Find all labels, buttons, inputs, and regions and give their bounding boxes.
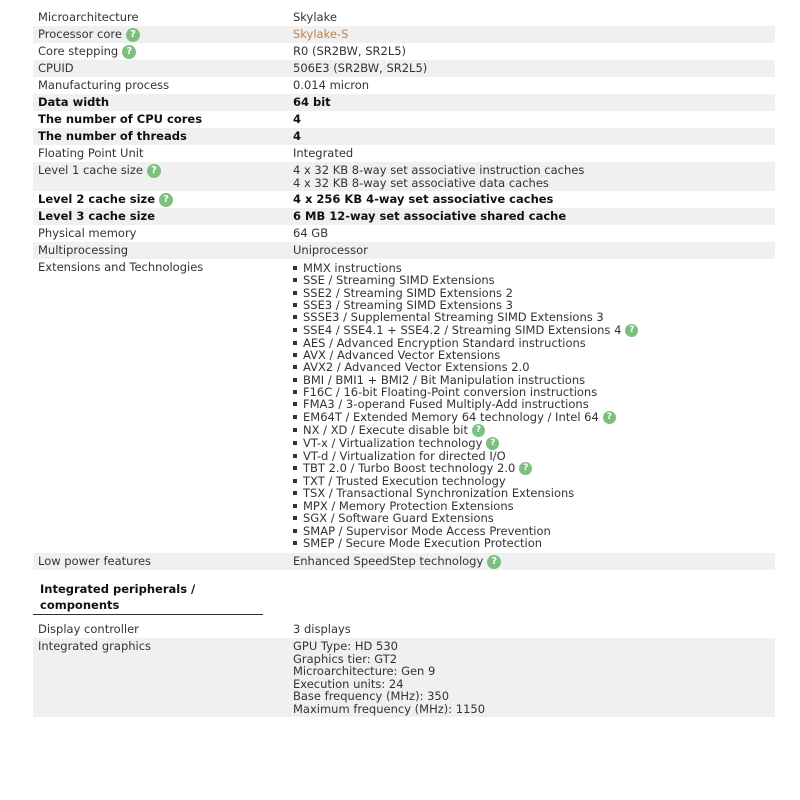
spec-row-l1-cache xyxy=(33,162,775,191)
spec-value: 6 MB 12-way set associative shared cache xyxy=(293,209,567,223)
spec-row-processor-core xyxy=(33,26,775,43)
help-icon[interactable]: ? xyxy=(147,164,161,178)
spec-row-extensions xyxy=(33,259,775,553)
value-line: GPU Type: HD 530 xyxy=(293,639,398,654)
help-icon[interactable]: ? xyxy=(519,462,532,475)
spec-value: 4 x 256 KB 4-way set associative caches xyxy=(293,192,554,206)
list-item: SMAP / Supervisor Mode Access Prevention xyxy=(293,525,775,537)
spec-value: 0.014 micron xyxy=(293,78,370,92)
list-item: BMI / BMI1 + BMI2 / Bit Manipulation instructions xyxy=(293,374,775,386)
spec-row-low-power xyxy=(33,553,775,570)
spec-row-display-controller xyxy=(33,621,775,638)
spec-label: The number of CPU cores xyxy=(38,112,203,126)
section-title: Integrated peripherals / components xyxy=(33,581,263,615)
spec-row-microarchitecture xyxy=(33,9,775,26)
list-item: MMX instructions xyxy=(293,262,775,274)
spec-row-integrated-graphics xyxy=(33,638,775,717)
list-item: AES / Advanced Encryption Standard instructions xyxy=(293,337,775,349)
spec-value: Uniprocessor xyxy=(293,243,368,257)
spec-label: Manufacturing process xyxy=(38,78,170,92)
spec-row-multiprocessing xyxy=(33,242,775,259)
list-item: MPX / Memory Protection Extensions xyxy=(293,500,775,512)
list-item: SSE2 / Streaming SIMD Extensions 2 xyxy=(293,287,775,299)
list-item: F16C / 16-bit Floating-Point conversion instructions xyxy=(293,386,775,398)
value-line: Graphics tier: GT2 xyxy=(293,651,398,666)
spec-label: Level 2 cache size xyxy=(38,192,156,206)
spec-label: Extensions and Technologies xyxy=(38,260,204,274)
spec-row-core-stepping xyxy=(33,43,775,60)
spec-value: 4 xyxy=(293,129,302,143)
spec-row-physical-memory xyxy=(33,225,775,242)
list-item: AVX2 / Advanced Vector Extensions 2.0 xyxy=(293,361,775,373)
value-line: 4 x 32 KB 8-way set associative data caches xyxy=(293,175,549,190)
spec-value: R0 (SR2BW, SR2L5) xyxy=(293,44,407,58)
spec-value xyxy=(293,638,775,717)
spec-value: Integrated xyxy=(293,146,354,160)
list-item: TSX / Transactional Synchronization Extensions xyxy=(293,487,775,499)
list-item: VT-d / Virtualization for directed I/O xyxy=(293,450,775,462)
processor-core-link[interactable]: Skylake-S xyxy=(293,27,349,41)
list-item: SSE4 / SSE4.1 + SSE4.2 / Streaming SIMD Extensions 4 ? xyxy=(293,324,775,337)
list-item: NX / XD / Execute disable bit ? xyxy=(293,424,775,437)
spec-value: Skylake xyxy=(293,10,337,24)
list-item: FMA3 / 3-operand Fused Multiply-Add instructions xyxy=(293,398,775,410)
extensions-list xyxy=(293,259,775,553)
spec-label: Physical memory xyxy=(38,226,137,240)
value-line: Microarchitecture: Gen 9 xyxy=(293,664,436,679)
list-item: SMEP / Secure Mode Execution Protection xyxy=(293,537,775,549)
spec-row-l3-cache xyxy=(33,208,775,225)
list-item: TBT 2.0 / Turbo Boost technology 2.0 ? xyxy=(293,462,775,475)
spec-label: Floating Point Unit xyxy=(38,146,144,160)
list-item: SSE / Streaming SIMD Extensions xyxy=(293,274,775,286)
spec-row-fpu xyxy=(33,145,775,162)
spec-value: 506E3 (SR2BW, SR2L5) xyxy=(293,61,428,75)
spec-label: Multiprocessing xyxy=(38,243,129,257)
spec-row-threads xyxy=(33,128,775,145)
spec-value: 64 GB xyxy=(293,226,329,240)
list-item: EM64T / Extended Memory 64 technology / Intel 64 ? xyxy=(293,411,775,424)
list-item: VT-x / Virtualization technology ? xyxy=(293,437,775,450)
processor-spec-table xyxy=(33,9,775,717)
spec-row-data-width xyxy=(33,94,775,111)
spec-value: 64 bit xyxy=(293,95,331,109)
spec-label: CPUID xyxy=(38,61,74,75)
spec-label: Microarchitecture xyxy=(38,10,139,24)
spec-value xyxy=(293,162,775,191)
list-item: SSE3 / Streaming SIMD Extensions 3 xyxy=(293,299,775,311)
help-icon[interactable]: ? xyxy=(486,437,499,450)
spec-label: Level 3 cache size xyxy=(38,209,156,223)
value-line: Base frequency (MHz): 350 xyxy=(293,689,450,704)
list-item: SGX / Software Guard Extensions xyxy=(293,512,775,524)
help-icon[interactable]: ? xyxy=(159,193,173,207)
value-line: 4 x 32 KB 8-way set associative instruction caches xyxy=(293,163,585,177)
help-icon[interactable]: ? xyxy=(603,411,616,424)
spec-label: Display controller xyxy=(38,622,139,637)
spec-value: Enhanced SpeedStep technology xyxy=(293,554,484,569)
spec-label: Data width xyxy=(38,95,110,109)
spec-value: 4 xyxy=(293,112,302,126)
spec-value: 3 displays xyxy=(293,622,351,637)
list-item: SSSE3 / Supplemental Streaming SIMD Extensions 3 xyxy=(293,311,775,323)
help-icon[interactable]: ? xyxy=(487,555,501,569)
spec-label: The number of threads xyxy=(38,129,187,143)
help-icon[interactable]: ? xyxy=(472,424,485,437)
help-icon[interactable]: ? xyxy=(122,45,136,59)
spec-label: Processor core xyxy=(38,27,122,41)
spec-label: Level 1 cache size xyxy=(38,163,143,177)
value-line: Execution units: 24 xyxy=(293,676,404,691)
spec-row-cpu-cores xyxy=(33,111,775,128)
value-line: Maximum frequency (MHz): 1150 xyxy=(293,701,486,716)
list-item: AVX / Advanced Vector Extensions xyxy=(293,349,775,361)
help-icon[interactable]: ? xyxy=(625,324,638,337)
spec-row-l2-cache xyxy=(33,191,775,208)
spec-label: Core stepping xyxy=(38,44,119,58)
spec-row-cpuid xyxy=(33,60,775,77)
spec-row-manufacturing-process xyxy=(33,77,775,94)
list-item: TXT / Trusted Execution technology xyxy=(293,475,775,487)
spec-label: Low power features xyxy=(38,554,152,569)
help-icon[interactable]: ? xyxy=(126,28,140,42)
spec-label: Integrated graphics xyxy=(38,639,152,654)
